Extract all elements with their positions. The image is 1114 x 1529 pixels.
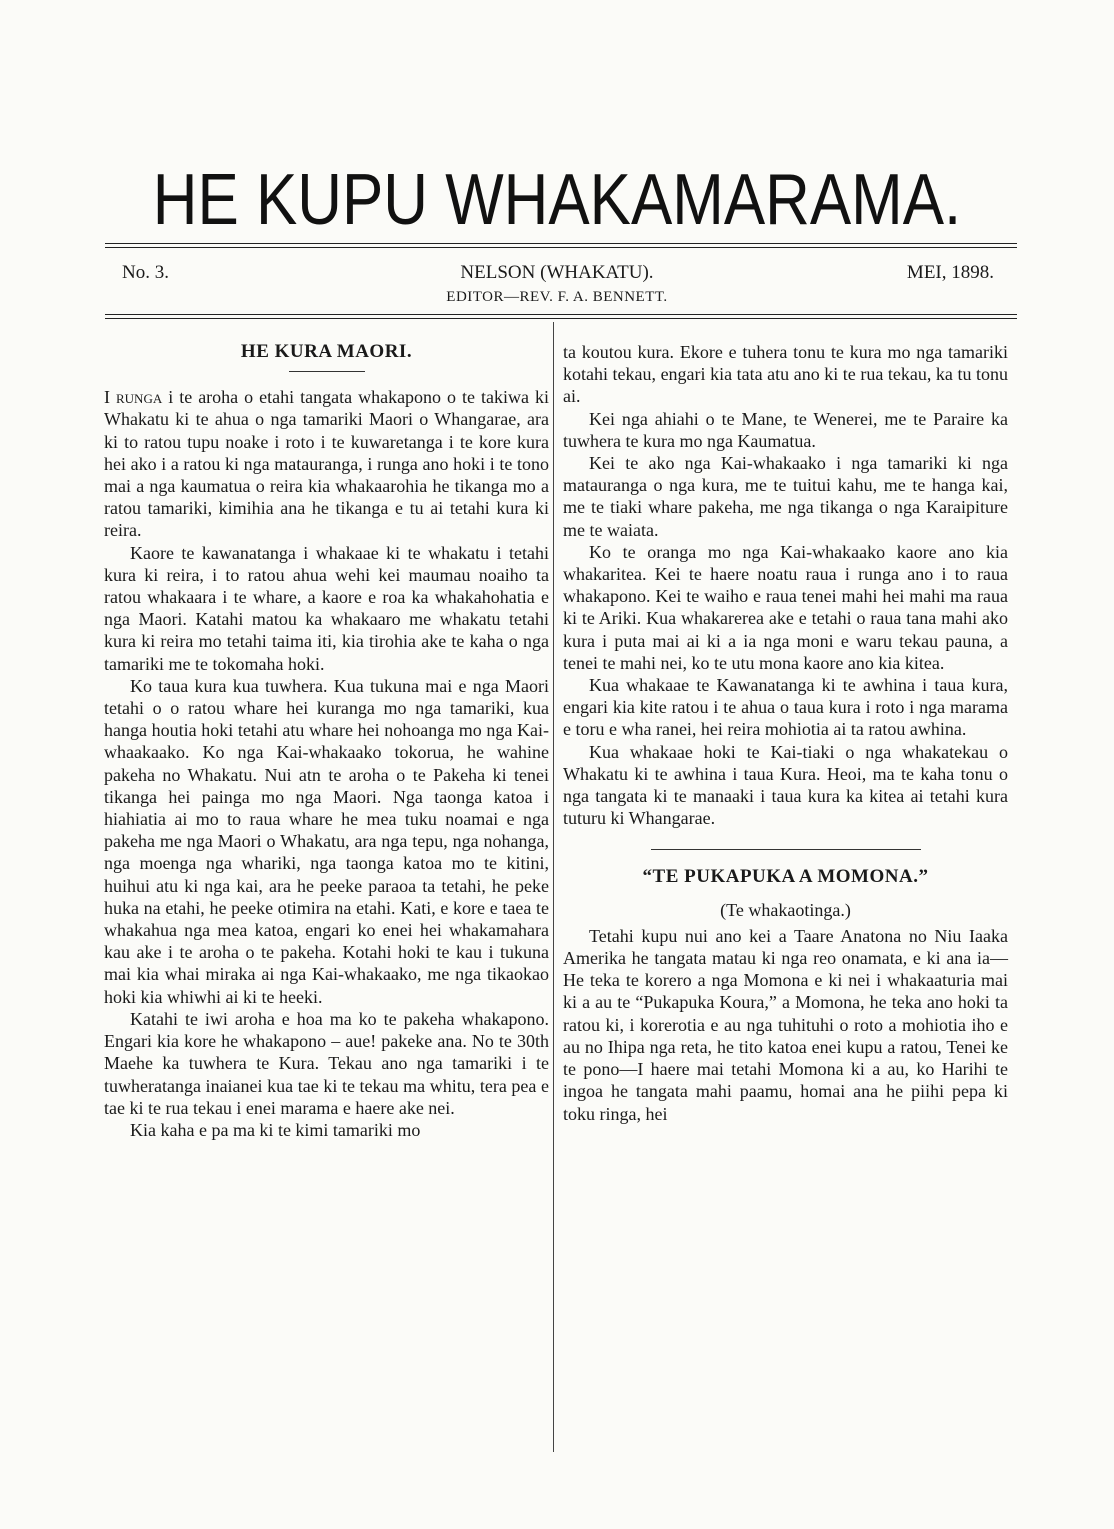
article-paragraph-1 [104,386,549,541]
continued-paragraph-1: ta koutou kura. Ekore e tuhera tonu te kura mo nga tamariki kotahi tekau, engari kia tata atu ano ki te rua tekau, ka tu tonu ai. [563,342,1008,407]
header-rule-top [105,314,1017,315]
issue-date: MEI, 1898. [906,262,994,283]
editor-line: EDITOR—REV. F. A. BENNETT. [446,289,668,305]
masthead-rule-top [105,243,1017,244]
column-right [563,341,1008,1125]
paragraph-text: i te aroha o etahi tangata whakapono o te takiwa ki Whakatu ki te ahua o nga tamariki Maori o Whangarae, ara ki to ratou tupu noake i roto i te kuwaretanga i te kore kura hei ako i a ratou ki nga matauranga, i runga ano hoki i te tono mai a nga kaumatua o reira kia whakaarohia he tikanga mo a ratou tamariki, kimihia ana he tikanga e tu ai tetahi kura ki reira. [104,387,549,541]
first-word-rest: runga [116,387,163,408]
header-rule-bottom [105,318,1017,319]
article-paragraph-3: Ko taua kura kua tuwhera. Kua tukuna mai e nga Maori tetahi o o ratou whare hei kuranga mo nga tamariki, kua hanga houtia hoki tetahi atu whare hei nohoanga mo nga Kai-whaakaako. Ko nga Kai-whakaako tokorua, he wahine pakeha no Whakatu. Nui atn te aroha o te Pakeha ki tenei tikanga hei painga mo nga Maori. Nga taonga katoa i hiahiatia ai mo to raua whare he mea tuku noamai e nga pakeha me nga Maori o Whakatu, ara nga tepu, nga nohanga, nga moenga nga whariki, nga taonga katoa mo te kitini, huihui atu ki nga kai, ara he peeke paraoa ta tetahi, he peke huka na etahi, he peeke otimira na etahi. Kati, e kore e taea te whakahua nga mea katoa, engari ko enei hei whakamahara kau ake i te aroha o te pakeha. Kotahi hoki te kau i tukuna mai kia whai miraka ai nga Kai-whakaako, me nga tikaokao hoki kia whiwhi ai ki te heeki. [104,675,549,1007]
newspaper-masthead: HE KUPU WHAKAMARAMA. [152,160,962,240]
column-left [104,341,549,1141]
continued-paragraph-6: Kua whakaae hoki te Kai-tiaki o nga whakatekau o Whakatu ki te awhina i taua Kura. Heoi, ma te kaha tonu o nga tangata ki te manaaki i taua kura ka kitea ai tetahi kura tuturu ki Whangarae. [563,741,1008,829]
article-paragraph-4: Katahi te iwi aroha e hoa ma ko te pakeha whakapono. Engari kia kore he whakapono – aue! pakeke ana. No te 30th Maehe ka tuwhera te Kura. Tekau ano nga tamariki i te tuwheratanga inaianei kua tae ki te tekau ma whitu, tera pea e tae ki te rua tekau i enei marama e haere ake nei. [104,1008,549,1118]
article-separator [651,849,921,850]
article-subtitle: (Te whakaotinga.) [720,899,851,920]
article-paragraph-2: Kaore te kawanatanga i whakaae ki te whakatu i tetahi kura ki reira, i to ratou ahua wehi kei maumau noaiho ta ratou whakaara i te whare, a kaore e roa ka whakahohatia e nga Maori. Katahi matou ka whakaaro me whakatu tetahi kura ki reira mo tetahi taima iti, kia tirohia ake te kaha o nga tamariki me te tokomaha hoki. [104,542,549,674]
article-title-2: “TE PUKAPUKA A MOMONA.” [642,866,929,888]
article-paragraph-5: Kia kaha e pa ma ki te kimi tamariki mo [130,1119,421,1140]
article2-paragraph-1: Tetahi kupu nui ano kei a Taare Anatona no Niu Iaaka Amerika he tangata matau ki nga reo onamata, e ki ana ia—He teka te korero a nga Momona e ki nei i whakaaturia mai ki a au te “Pukapuka Koura,” a Momona, he teka ano hoki ta ratou ki, i korerotia e au nga tuhituhi o roto a mohiotia iho e au no Ihipa nga reta, he tito katoa enei kupu a ratou, Tenei ke te pono—I haere mai tetahi Momona ki a au, ko Harihi te ingoa he tangata mahi paamu, homai ana he piihi pepa ki toku ringa, hei [563,925,1008,1124]
continued-paragraph-4: Ko te oranga mo nga Kai-whakaako kaore ano kia whakaritea. Kei te haere noatu raua i runga ano i to raua whakapono. Kei te waiho e raua tenei mahi hei mahi ma raua ki te Ariki. Kua whakarerea ake e tetahi o raua tana mahi ako kura i puta mai ai ki a ia nga moni e waru tekau pauna, a tenei te mahi nei, ko te utu mona kaore ano kia kitea. [563,541,1008,673]
column-separator [553,322,554,1452]
issue-place: NELSON (WHAKATU). [460,262,654,283]
continued-paragraph-2: Kei nga ahiahi o te Mane, te Wenerei, me te Paraire ka tuwhera te kura mo nga Kaumatua. [563,408,1008,451]
first-word-initial: I [104,387,110,408]
continued-paragraph-5: Kua whakaae te Kawanatanga ki te awhina i taua kura, engari kia kite ratou i te ahua o taua kura i roto i nga marama e toru e wha ranei, hei reira mohiotia ai ta ratou awhina. [563,675,1008,740]
article-title: HE KURA MAORI. [240,341,413,362]
issue-number: No. 3. [122,262,169,283]
continued-paragraph-3: Kei te ako nga Kai-whakaako i nga tamariki ki nga matauranga o nga kura, me te tuitui kahu, me te hanga kai, me te tiaki whare pakeha, me nga tikanga o nga Karaipiture me te waiata. [563,453,1008,540]
title-underline [289,371,365,372]
masthead-rule-bottom [105,247,1017,248]
